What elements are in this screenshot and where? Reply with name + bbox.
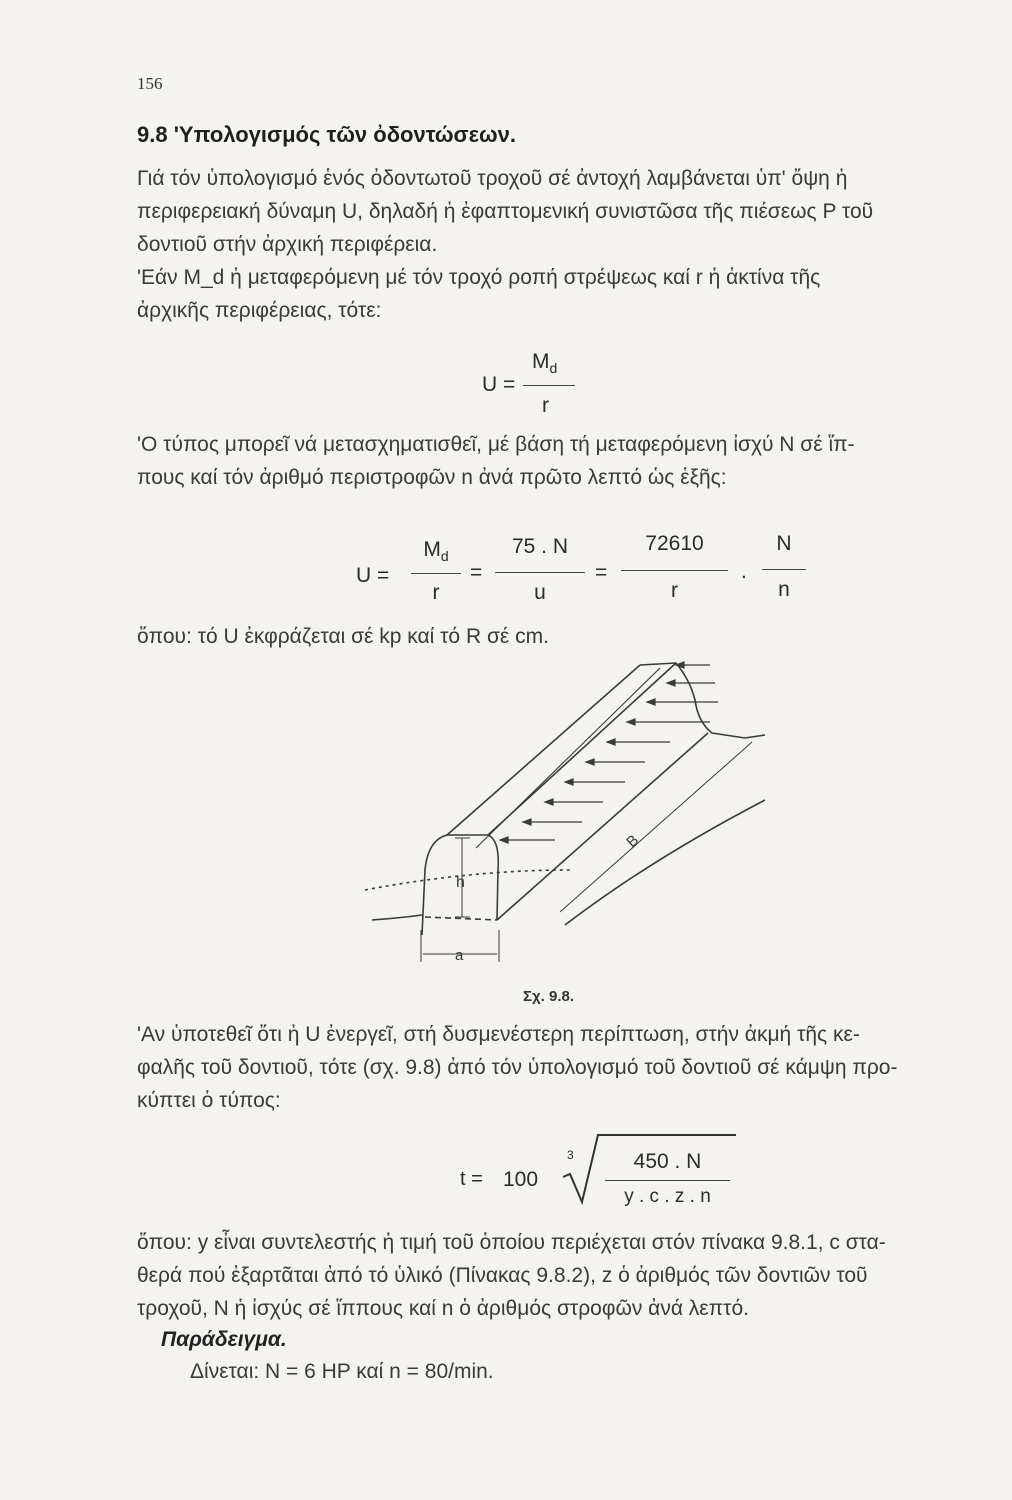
page-number: 156: [137, 74, 163, 93]
f3-numerator: 72610: [645, 532, 704, 555]
paragraph-3: [137, 620, 977, 653]
fraction-bar: [411, 573, 461, 574]
label-B: B: [623, 831, 643, 851]
paragraph-2: [137, 428, 977, 494]
back-profile: [676, 663, 765, 738]
f1-denominator: r: [432, 581, 440, 604]
formula-lhs: U =: [482, 373, 516, 396]
tip-edge-back: [447, 665, 640, 835]
f2-numerator: 75 . N: [511, 535, 569, 558]
numerator-text: M: [532, 350, 550, 373]
example-text: Δίνεται: N = 6 HP καί n = 80/min.: [190, 1360, 494, 1383]
text-line: θερά πού ἐξαρτᾶται ἀπό τό ὑλικό (Πίνακας 9.8.2), z ὁ ἀριθμός τῶν δοντιῶν τοῦ: [137, 1264, 868, 1287]
f1-numerator: [411, 538, 461, 564]
tip-edge-middle: [476, 668, 660, 848]
formula-numerator: [532, 350, 557, 376]
flank-edge: [497, 733, 708, 920]
formula-coefficient: 100: [503, 1168, 539, 1191]
text-line: πους καί τόν ἀριθμό περιστροφῶν n ἀνά πρῶτο λεπτό ὡς ἑξῆς:: [137, 466, 727, 489]
numerator-subscript: d: [549, 360, 558, 377]
root-numerator: 450 . N: [633, 1150, 702, 1173]
pitch-circle: [365, 870, 570, 890]
example-title: Παράδειγμα.: [161, 1328, 287, 1351]
gear-tooth-figure: [350, 655, 790, 970]
text-line: 'Αν ὑποτεθεῖ ὅτι ἡ U ἐνεργεῖ, στή δυσμενέστερη περίπτωση, στήν ἀκμή τῆς κε-: [137, 1023, 860, 1046]
text-line: ἀρχικῆς περιφέρειας, τότε:: [137, 299, 382, 322]
paragraph-4: [137, 1018, 977, 1117]
figure-caption: Σχ. 9.8.: [523, 988, 574, 1005]
paragraph-5: [137, 1226, 977, 1325]
equals-sign: =: [595, 561, 608, 584]
root-denominator: y . c . z . n: [624, 1186, 711, 1207]
f4-denominator: n: [778, 578, 790, 601]
paragraph-1: [137, 162, 977, 327]
numerator-subscript: d: [440, 548, 449, 565]
tip-top: [640, 663, 676, 665]
text-line: τροχοῦ, N ἡ ἰσχύς σέ ἵππους καί n ὁ ἀριθμός στροφῶν ἀνά λεπτό.: [137, 1297, 749, 1320]
text-line: Γιά τόν ὑπολογισμό ἑνός ὀδοντωτοῦ τροχοῦ σέ ἀντοχή λαμβάνεται ὑπ' ὄψη ἡ: [137, 167, 848, 190]
text-line: ὅπου: τό U ἐκφράζεται σέ kp καί τό R σέ cm.: [137, 625, 549, 648]
dimension-B: [560, 742, 752, 912]
fraction-bar: [523, 385, 575, 386]
text-line: κύπτει ὁ τύπος:: [137, 1089, 281, 1112]
text-line: φαλῆς τοῦ δοντιοῦ, τότε (σχ. 9.8) ἀπό τόν ὑπολογισμό τοῦ δοντιοῦ σέ κάμψη προ-: [137, 1056, 898, 1079]
formula-lhs: U =: [356, 564, 390, 587]
label-h: h: [456, 874, 465, 891]
section-heading: 9.8 'Υπολογισμός τῶν ὀδοντώσεων.: [137, 122, 516, 147]
fraction-bar: [605, 1180, 730, 1181]
fraction-bar: [762, 569, 806, 570]
formula-lhs: t =: [460, 1168, 483, 1190]
text-line: 'Ο τύπος μπορεῖ νά μετασχηματισθεῖ, μέ βάση τή μεταφερόμενη ἰσχύ N σέ ἵπ-: [137, 433, 855, 456]
fraction-bar: [621, 570, 728, 571]
numerator-text: M: [423, 538, 441, 561]
equals-sign: =: [470, 561, 483, 584]
f4-numerator: N: [776, 532, 792, 555]
f3-denominator: r: [671, 579, 678, 602]
text-line: ὅπου: y εἶναι συντελεστής ἡ τιμή τοῦ ὁποίου περιέχεται στόν πίνακα 9.8.1, c στα-: [137, 1231, 886, 1254]
tooth-outline: [365, 663, 765, 962]
multiplication-dot: .: [741, 560, 747, 583]
text-line: περιφερειακή δύναμη U, δηλαδή ἡ ἐφαπτομενική συνιστῶσα τῆς πιέσεως P τοῦ: [137, 200, 874, 223]
root-left: [372, 915, 422, 920]
root-index: 3: [567, 1148, 574, 1162]
text-line: δοντιοῦ στήν ἀρχική περιφέρεια.: [137, 233, 438, 256]
text-line: 'Εάν M_d ἡ μεταφερόμενη μέ τόν τροχό ροπή στρέψεως καί r ἡ ἀκτίνα τῆς: [137, 266, 821, 289]
formula-denominator: r: [542, 394, 549, 417]
label-a: a: [455, 947, 464, 964]
fraction-bar: [495, 572, 585, 573]
f2-denominator: u: [534, 581, 546, 604]
